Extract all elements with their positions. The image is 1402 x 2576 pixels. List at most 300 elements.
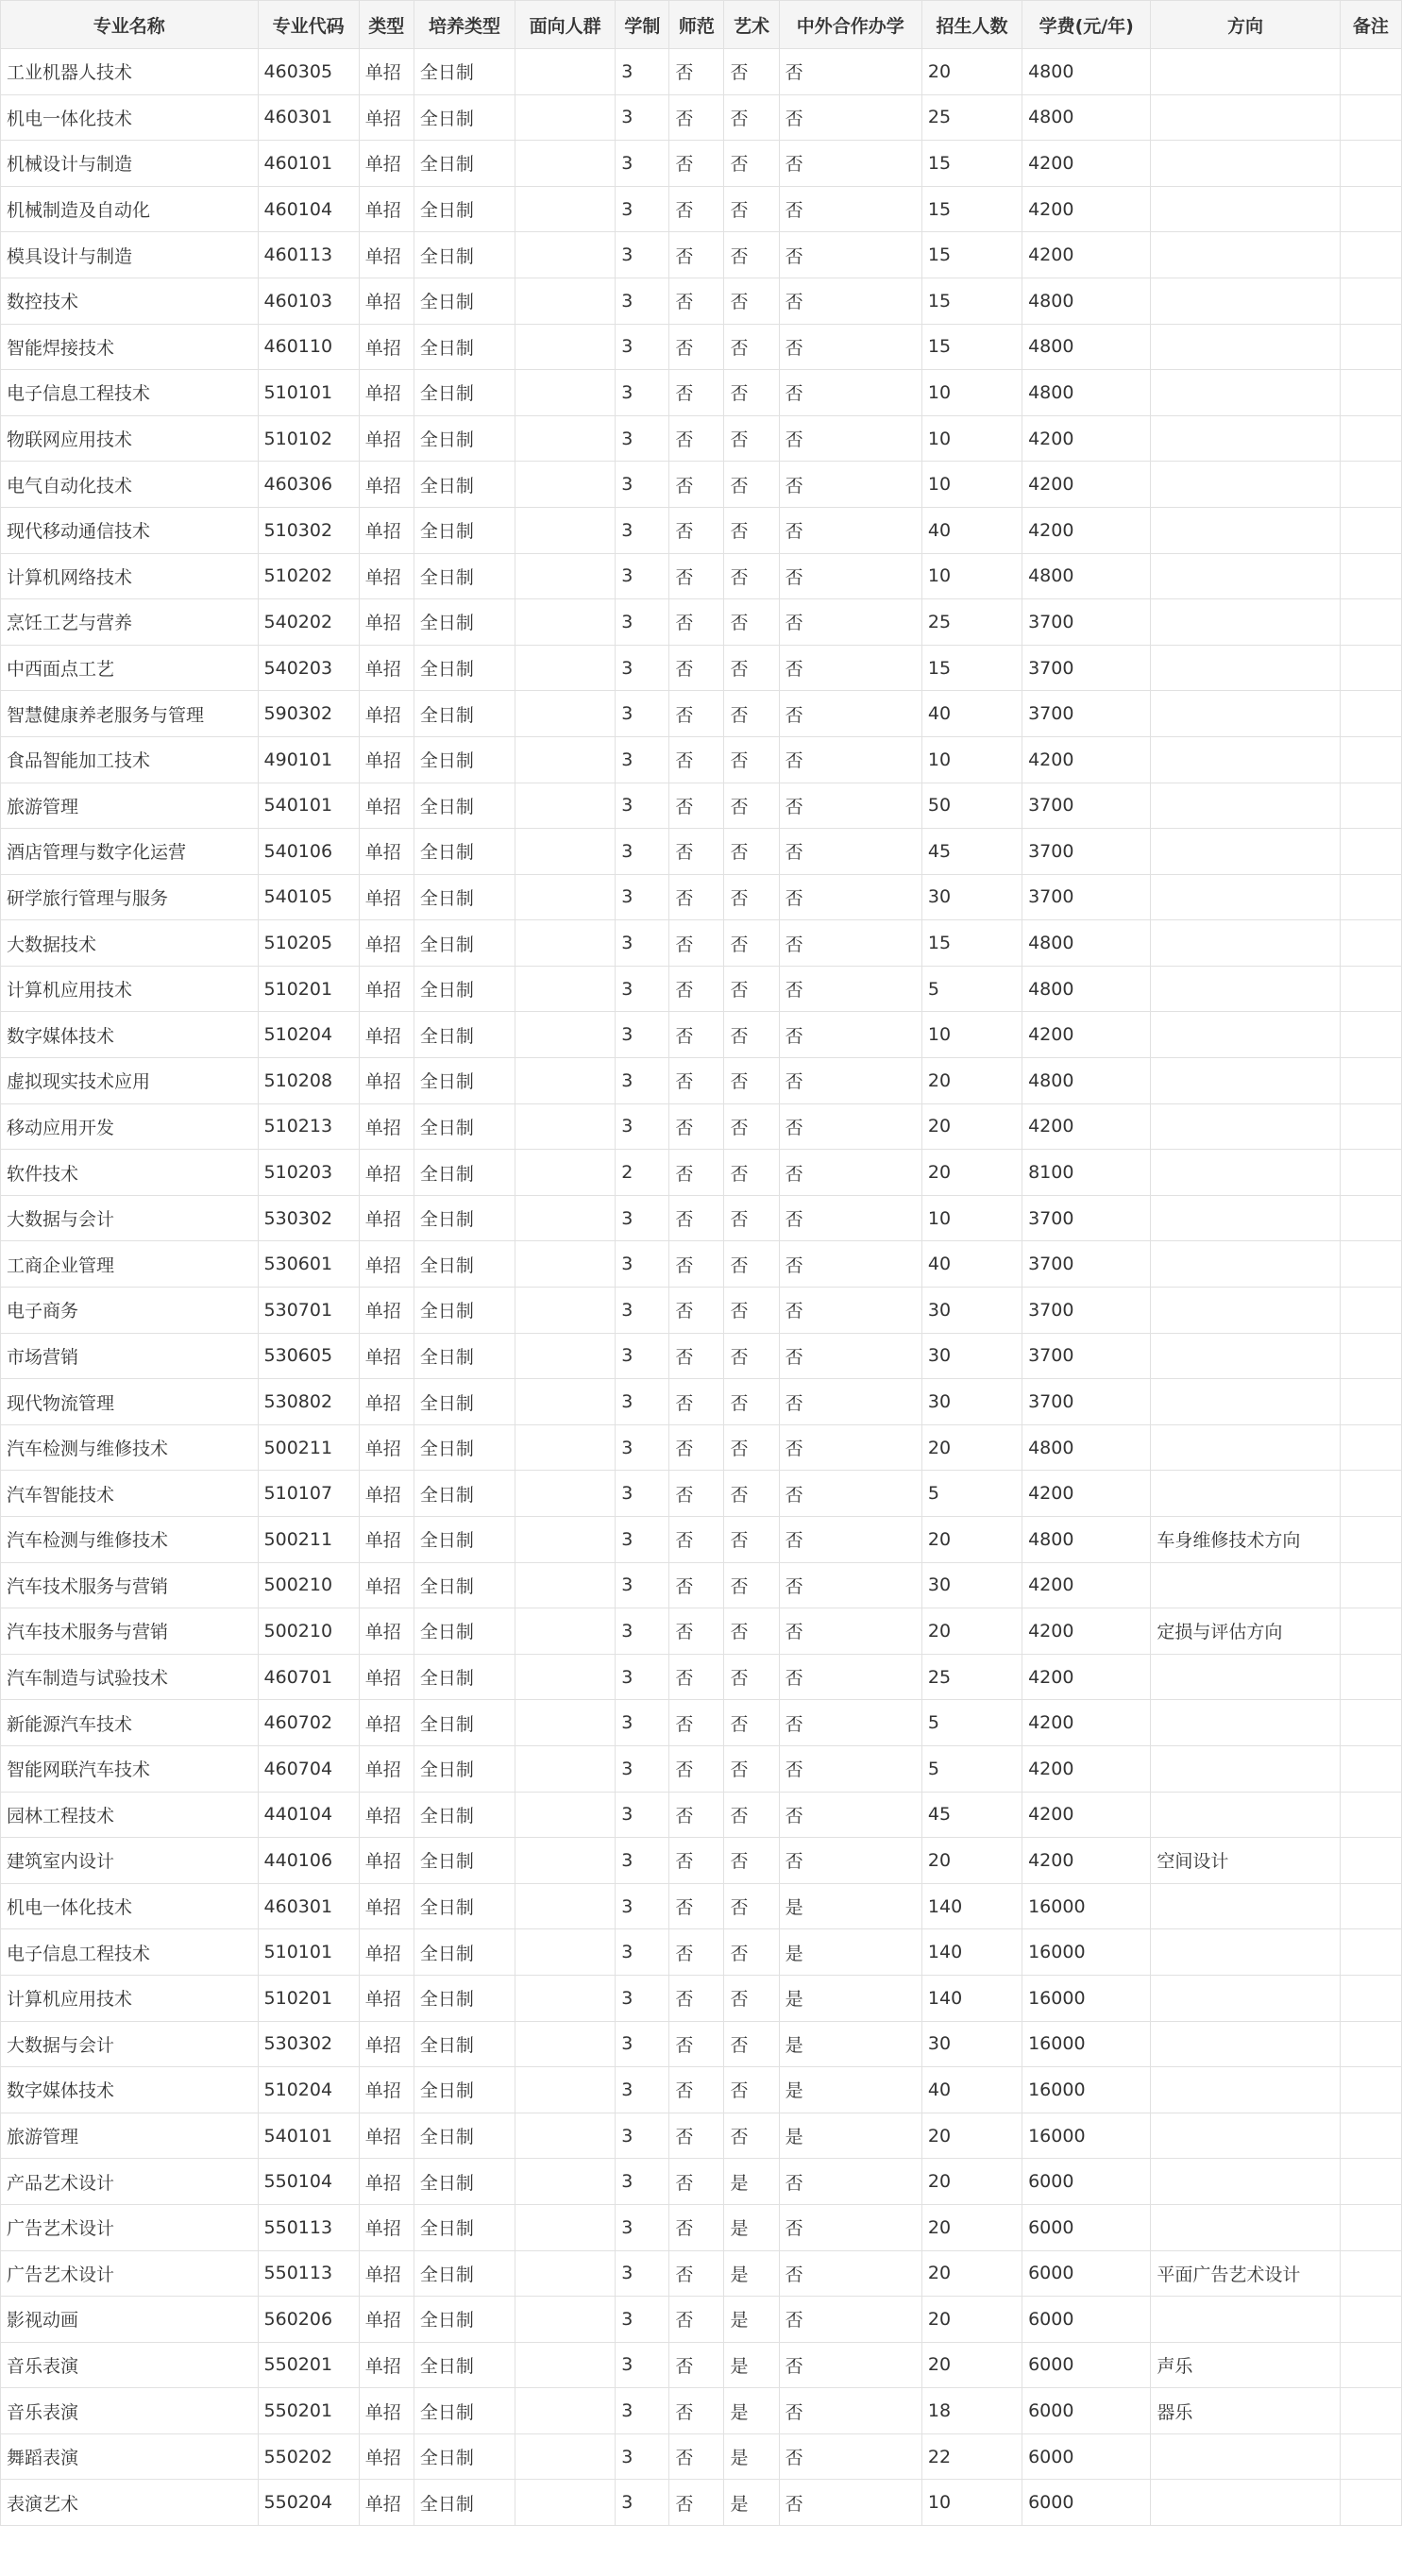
cell-duration: 3	[616, 920, 669, 967]
cell-coop: 否	[779, 141, 921, 187]
cell-quota: 20	[921, 49, 1022, 95]
cell-audience	[515, 1517, 616, 1563]
cell-normal: 否	[669, 2250, 724, 2297]
table-row	[1, 736, 1402, 783]
table-row	[1, 920, 1402, 967]
cell-training-type: 全日制	[414, 1103, 515, 1150]
cell-normal: 否	[669, 1379, 724, 1425]
cell-quota: 22	[921, 2433, 1022, 2480]
cell-major-name: 电气自动化技术	[1, 462, 259, 508]
cell-major-code: 500211	[258, 1517, 359, 1563]
cell-training-type: 全日制	[414, 2388, 515, 2434]
cell-direction	[1151, 645, 1340, 691]
cell-major-code: 460104	[258, 186, 359, 232]
cell-notes	[1340, 1975, 1401, 2021]
cell-art: 否	[724, 186, 779, 232]
cell-direction	[1151, 783, 1340, 829]
col-header-notes: 备注	[1340, 1, 1401, 49]
cell-coop: 否	[779, 186, 921, 232]
cell-duration: 3	[616, 507, 669, 553]
cell-training-type: 全日制	[414, 507, 515, 553]
cell-quota: 25	[921, 1654, 1022, 1700]
table-row	[1, 1517, 1402, 1563]
cell-coop: 否	[779, 507, 921, 553]
cell-tuition: 6000	[1022, 2342, 1151, 2388]
cell-training-type: 全日制	[414, 1424, 515, 1471]
cell-quota: 5	[921, 1700, 1022, 1746]
cell-major-code: 460704	[258, 1745, 359, 1792]
cell-tuition: 6000	[1022, 2388, 1151, 2434]
cell-coop: 否	[779, 1654, 921, 1700]
cell-quota: 5	[921, 966, 1022, 1012]
cell-major-name: 汽车制造与试验技术	[1, 1654, 259, 1700]
cell-notes	[1340, 141, 1401, 187]
col-header-coop: 中外合作办学	[779, 1, 921, 49]
cell-major-code: 550113	[258, 2204, 359, 2250]
cell-duration: 3	[616, 2480, 669, 2526]
cell-tuition: 4800	[1022, 1517, 1151, 1563]
cell-normal: 否	[669, 1333, 724, 1379]
cell-normal: 否	[669, 507, 724, 553]
cell-coop: 否	[779, 1241, 921, 1288]
cell-tuition: 4200	[1022, 1838, 1151, 1884]
cell-major-code: 550204	[258, 2480, 359, 2526]
cell-art: 否	[724, 1929, 779, 1976]
cell-quota: 140	[921, 1975, 1022, 2021]
cell-type: 单招	[359, 829, 414, 875]
cell-major-code: 510101	[258, 1929, 359, 1976]
cell-training-type: 全日制	[414, 2067, 515, 2113]
cell-quota: 15	[921, 645, 1022, 691]
cell-normal: 否	[669, 553, 724, 599]
cell-direction	[1151, 415, 1340, 462]
col-header-code: 专业代码	[258, 1, 359, 49]
cell-training-type: 全日制	[414, 1883, 515, 1929]
cell-audience	[515, 691, 616, 737]
cell-major-code: 540105	[258, 874, 359, 920]
cell-normal: 否	[669, 1517, 724, 1563]
cell-tuition: 4200	[1022, 462, 1151, 508]
cell-audience	[515, 186, 616, 232]
cell-major-name: 汽车检测与维修技术	[1, 1424, 259, 1471]
cell-audience	[515, 599, 616, 646]
cell-major-code: 460110	[258, 324, 359, 370]
cell-coop: 否	[779, 2297, 921, 2343]
cell-normal: 否	[669, 920, 724, 967]
cell-audience	[515, 1745, 616, 1792]
cell-quota: 5	[921, 1745, 1022, 1792]
cell-major-name: 机电一体化技术	[1, 94, 259, 141]
cell-major-name: 园林工程技术	[1, 1792, 259, 1838]
cell-art: 否	[724, 1103, 779, 1150]
cell-audience	[515, 2433, 616, 2480]
cell-quota: 20	[921, 1517, 1022, 1563]
cell-notes	[1340, 1333, 1401, 1379]
cell-type: 单招	[359, 49, 414, 95]
cell-major-name: 数字媒体技术	[1, 1012, 259, 1058]
cell-quota: 10	[921, 415, 1022, 462]
cell-duration: 3	[616, 2250, 669, 2297]
cell-training-type: 全日制	[414, 553, 515, 599]
cell-duration: 3	[616, 94, 669, 141]
col-header-quota: 招生人数	[921, 1, 1022, 49]
cell-art: 否	[724, 462, 779, 508]
cell-direction	[1151, 874, 1340, 920]
cell-training-type: 全日制	[414, 1654, 515, 1700]
cell-quota: 45	[921, 1792, 1022, 1838]
cell-normal: 否	[669, 1195, 724, 1241]
cell-tuition: 3700	[1022, 874, 1151, 920]
cell-quota: 140	[921, 1929, 1022, 1976]
cell-type: 单招	[359, 1195, 414, 1241]
cell-art: 是	[724, 2388, 779, 2434]
cell-notes	[1340, 736, 1401, 783]
cell-duration: 3	[616, 2433, 669, 2480]
cell-major-name: 机械设计与制造	[1, 141, 259, 187]
table-row	[1, 1333, 1402, 1379]
cell-duration: 3	[616, 1700, 669, 1746]
cell-major-name: 广告艺术设计	[1, 2204, 259, 2250]
cell-tuition: 4200	[1022, 1562, 1151, 1608]
cell-training-type: 全日制	[414, 2204, 515, 2250]
cell-major-code: 560206	[258, 2297, 359, 2343]
cell-major-code: 460701	[258, 1654, 359, 1700]
cell-major-code: 510201	[258, 966, 359, 1012]
cell-art: 否	[724, 324, 779, 370]
cell-tuition: 4200	[1022, 1700, 1151, 1746]
table-row	[1, 1838, 1402, 1884]
cell-coop: 否	[779, 920, 921, 967]
cell-normal: 否	[669, 966, 724, 1012]
cell-coop: 否	[779, 278, 921, 324]
cell-duration: 3	[616, 829, 669, 875]
cell-audience	[515, 49, 616, 95]
cell-art: 否	[724, 1058, 779, 1104]
cell-training-type: 全日制	[414, 2342, 515, 2388]
cell-art: 否	[724, 507, 779, 553]
cell-audience	[515, 553, 616, 599]
cell-coop: 是	[779, 1929, 921, 1976]
cell-type: 单招	[359, 736, 414, 783]
cell-major-code: 510208	[258, 1058, 359, 1104]
cell-audience	[515, 1654, 616, 1700]
cell-audience	[515, 2067, 616, 2113]
cell-major-name: 音乐表演	[1, 2342, 259, 2388]
cell-tuition: 4800	[1022, 324, 1151, 370]
cell-art: 否	[724, 1195, 779, 1241]
cell-audience	[515, 874, 616, 920]
cell-type: 单招	[359, 1975, 414, 2021]
cell-major-name: 机电一体化技术	[1, 1883, 259, 1929]
cell-quota: 25	[921, 599, 1022, 646]
cell-quota: 30	[921, 1333, 1022, 1379]
cell-type: 单招	[359, 232, 414, 278]
cell-major-code: 460301	[258, 1883, 359, 1929]
cell-direction: 平面广告艺术设计	[1151, 2250, 1340, 2297]
cell-major-name: 模具设计与制造	[1, 232, 259, 278]
cell-duration: 3	[616, 232, 669, 278]
cell-normal: 否	[669, 829, 724, 875]
cell-audience	[515, 1471, 616, 1517]
table-row	[1, 645, 1402, 691]
table-row	[1, 415, 1402, 462]
cell-direction	[1151, 232, 1340, 278]
cell-major-code: 530601	[258, 1241, 359, 1288]
cell-audience	[515, 783, 616, 829]
cell-major-code: 510202	[258, 553, 359, 599]
cell-art: 否	[724, 1379, 779, 1425]
cell-direction	[1151, 1150, 1340, 1196]
cell-art: 否	[724, 1700, 779, 1746]
cell-notes	[1340, 1608, 1401, 1655]
cell-direction	[1151, 1792, 1340, 1838]
cell-coop: 否	[779, 2342, 921, 2388]
cell-type: 单招	[359, 691, 414, 737]
table-row	[1, 1654, 1402, 1700]
cell-normal: 否	[669, 1975, 724, 2021]
cell-coop: 否	[779, 599, 921, 646]
cell-notes	[1340, 1654, 1401, 1700]
cell-duration: 3	[616, 186, 669, 232]
cell-quota: 20	[921, 1150, 1022, 1196]
cell-major-name: 机械制造及自动化	[1, 186, 259, 232]
cell-training-type: 全日制	[414, 232, 515, 278]
cell-coop: 否	[779, 1424, 921, 1471]
cell-type: 单招	[359, 920, 414, 967]
cell-coop: 否	[779, 415, 921, 462]
table-row	[1, 1792, 1402, 1838]
cell-quota: 30	[921, 1562, 1022, 1608]
cell-audience	[515, 1333, 616, 1379]
cell-major-code: 550113	[258, 2250, 359, 2297]
cell-major-code: 540106	[258, 829, 359, 875]
cell-training-type: 全日制	[414, 736, 515, 783]
cell-notes	[1340, 2204, 1401, 2250]
cell-major-code: 460101	[258, 141, 359, 187]
cell-major-code: 530701	[258, 1288, 359, 1334]
table-row	[1, 1012, 1402, 1058]
cell-notes	[1340, 1517, 1401, 1563]
cell-quota: 20	[921, 1838, 1022, 1884]
cell-coop: 否	[779, 783, 921, 829]
cell-type: 单招	[359, 2388, 414, 2434]
cell-quota: 15	[921, 324, 1022, 370]
cell-quota: 40	[921, 2067, 1022, 2113]
cell-coop: 否	[779, 1471, 921, 1517]
cell-normal: 否	[669, 141, 724, 187]
cell-major-name: 影视动画	[1, 2297, 259, 2343]
cell-art: 否	[724, 1654, 779, 1700]
cell-art: 否	[724, 874, 779, 920]
cell-direction	[1151, 829, 1340, 875]
table-row	[1, 1471, 1402, 1517]
cell-notes	[1340, 324, 1401, 370]
cell-art: 否	[724, 1288, 779, 1334]
cell-direction	[1151, 462, 1340, 508]
cell-major-name: 表演艺术	[1, 2480, 259, 2526]
cell-major-name: 舞蹈表演	[1, 2433, 259, 2480]
cell-direction	[1151, 736, 1340, 783]
cell-notes	[1340, 599, 1401, 646]
cell-normal: 否	[669, 783, 724, 829]
cell-duration: 3	[616, 736, 669, 783]
cell-training-type: 全日制	[414, 1838, 515, 1884]
cell-major-code: 510107	[258, 1471, 359, 1517]
cell-major-code: 500210	[258, 1562, 359, 1608]
cell-normal: 否	[669, 645, 724, 691]
cell-coop: 否	[779, 2480, 921, 2526]
cell-training-type: 全日制	[414, 1608, 515, 1655]
cell-training-type: 全日制	[414, 2433, 515, 2480]
cell-duration: 3	[616, 1288, 669, 1334]
cell-audience	[515, 2113, 616, 2159]
cell-major-name: 智能网联汽车技术	[1, 1745, 259, 1792]
cell-coop: 否	[779, 94, 921, 141]
cell-tuition: 4800	[1022, 278, 1151, 324]
cell-direction	[1151, 370, 1340, 416]
cell-normal: 否	[669, 324, 724, 370]
cell-duration: 3	[616, 462, 669, 508]
cell-notes	[1340, 1929, 1401, 1976]
cell-art: 否	[724, 553, 779, 599]
cell-coop: 否	[779, 1745, 921, 1792]
cell-major-code: 460103	[258, 278, 359, 324]
cell-audience	[515, 1012, 616, 1058]
cell-quota: 5	[921, 1471, 1022, 1517]
cell-audience	[515, 966, 616, 1012]
cell-tuition: 3700	[1022, 1288, 1151, 1334]
cell-coop: 否	[779, 966, 921, 1012]
cell-normal: 否	[669, 1883, 724, 1929]
cell-major-name: 旅游管理	[1, 783, 259, 829]
cell-major-name: 现代物流管理	[1, 1379, 259, 1425]
cell-major-code: 550201	[258, 2388, 359, 2434]
cell-tuition: 6000	[1022, 2204, 1151, 2250]
cell-tuition: 4800	[1022, 1424, 1151, 1471]
cell-tuition: 3700	[1022, 1195, 1151, 1241]
cell-quota: 15	[921, 232, 1022, 278]
cell-quota: 20	[921, 1058, 1022, 1104]
cell-normal: 否	[669, 2342, 724, 2388]
cell-duration: 3	[616, 2342, 669, 2388]
cell-notes	[1340, 645, 1401, 691]
cell-major-name: 软件技术	[1, 1150, 259, 1196]
cell-type: 单招	[359, 507, 414, 553]
cell-major-code: 500211	[258, 1424, 359, 1471]
cell-training-type: 全日制	[414, 874, 515, 920]
cell-audience	[515, 2021, 616, 2067]
cell-normal: 否	[669, 1792, 724, 1838]
cell-tuition: 6000	[1022, 2159, 1151, 2205]
cell-normal: 否	[669, 94, 724, 141]
cell-direction	[1151, 599, 1340, 646]
cell-audience	[515, 2159, 616, 2205]
cell-direction	[1151, 553, 1340, 599]
table-row	[1, 2297, 1402, 2343]
cell-quota: 30	[921, 2021, 1022, 2067]
cell-direction	[1151, 2433, 1340, 2480]
cell-type: 单招	[359, 645, 414, 691]
cell-duration: 3	[616, 1975, 669, 2021]
cell-normal: 否	[669, 874, 724, 920]
cell-art: 否	[724, 645, 779, 691]
cell-notes	[1340, 1471, 1401, 1517]
cell-notes	[1340, 783, 1401, 829]
cell-quota: 40	[921, 1241, 1022, 1288]
cell-type: 单招	[359, 2021, 414, 2067]
cell-training-type: 全日制	[414, 599, 515, 646]
cell-major-name: 酒店管理与数字化运营	[1, 829, 259, 875]
cell-major-code: 550104	[258, 2159, 359, 2205]
cell-type: 单招	[359, 1745, 414, 1792]
table-row	[1, 2067, 1402, 2113]
cell-art: 否	[724, 1150, 779, 1196]
table-row	[1, 1195, 1402, 1241]
cell-normal: 否	[669, 1700, 724, 1746]
cell-direction	[1151, 1654, 1340, 1700]
cell-type: 单招	[359, 1654, 414, 1700]
cell-duration: 3	[616, 49, 669, 95]
cell-direction	[1151, 1471, 1340, 1517]
cell-duration: 3	[616, 1562, 669, 1608]
cell-duration: 3	[616, 966, 669, 1012]
cell-audience	[515, 1241, 616, 1288]
cell-notes	[1340, 186, 1401, 232]
cell-coop: 是	[779, 1975, 921, 2021]
cell-type: 单招	[359, 324, 414, 370]
cell-coop: 否	[779, 370, 921, 416]
cell-normal: 否	[669, 2480, 724, 2526]
cell-major-name: 计算机应用技术	[1, 966, 259, 1012]
cell-duration: 3	[616, 415, 669, 462]
cell-coop: 否	[779, 2159, 921, 2205]
cell-notes	[1340, 1792, 1401, 1838]
cell-direction	[1151, 94, 1340, 141]
cell-type: 单招	[359, 2297, 414, 2343]
cell-quota: 10	[921, 370, 1022, 416]
cell-coop: 否	[779, 691, 921, 737]
cell-art: 是	[724, 2204, 779, 2250]
cell-major-code: 440106	[258, 1838, 359, 1884]
cell-major-code: 530302	[258, 2021, 359, 2067]
cell-normal: 否	[669, 462, 724, 508]
cell-audience	[515, 1700, 616, 1746]
cell-training-type: 全日制	[414, 2159, 515, 2205]
cell-notes	[1340, 2067, 1401, 2113]
cell-type: 单招	[359, 2159, 414, 2205]
table-row	[1, 1424, 1402, 1471]
cell-major-name: 电子商务	[1, 1288, 259, 1334]
cell-type: 单招	[359, 186, 414, 232]
cell-direction	[1151, 1700, 1340, 1746]
cell-notes	[1340, 462, 1401, 508]
cell-major-code: 530802	[258, 1379, 359, 1425]
table-row	[1, 1745, 1402, 1792]
cell-direction	[1151, 1379, 1340, 1425]
cell-notes	[1340, 2250, 1401, 2297]
cell-type: 单招	[359, 966, 414, 1012]
cell-tuition: 6000	[1022, 2297, 1151, 2343]
cell-coop: 是	[779, 2067, 921, 2113]
cell-coop: 否	[779, 49, 921, 95]
cell-notes	[1340, 2021, 1401, 2067]
cell-major-name: 现代移动通信技术	[1, 507, 259, 553]
cell-coop: 否	[779, 1379, 921, 1425]
cell-coop: 否	[779, 2388, 921, 2434]
cell-notes	[1340, 278, 1401, 324]
cell-notes	[1340, 1883, 1401, 1929]
table-row	[1, 507, 1402, 553]
